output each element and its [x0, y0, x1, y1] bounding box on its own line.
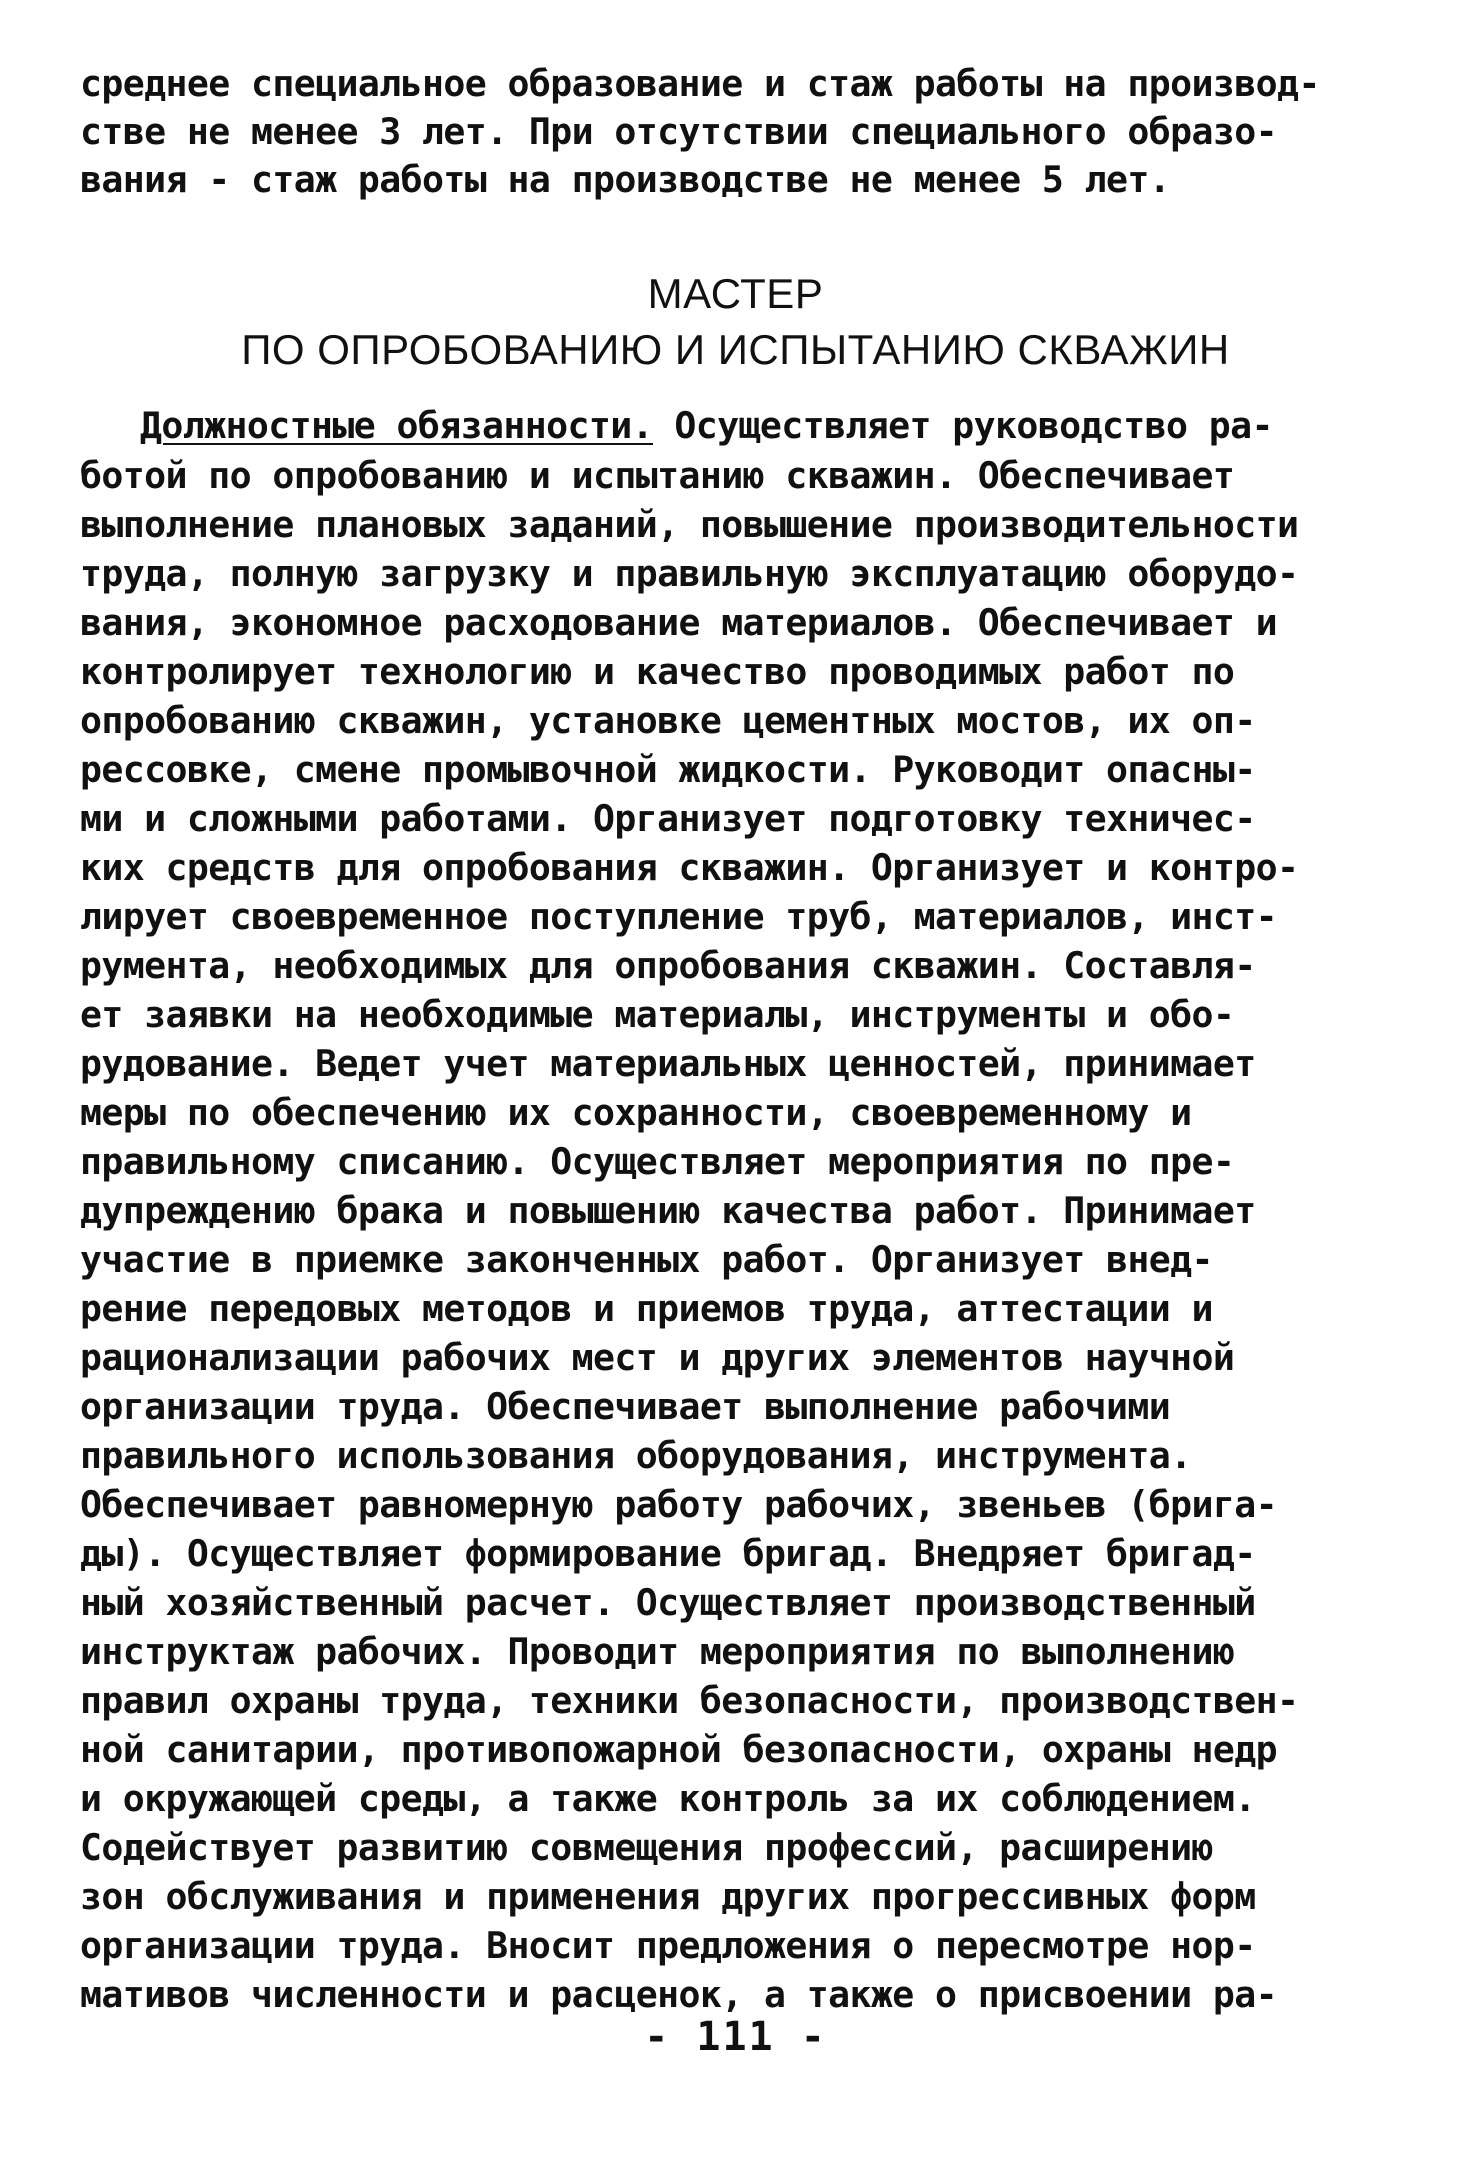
section-subtitle: ПО ОПРОБОВАНИЮ И ИСПЫТАНИЮ СКВАЖИН: [241, 326, 1230, 373]
duties-line: ный хозяйственный расчет. Осуществляет производственный: [80, 1581, 1256, 1624]
duties-first-line: [140, 402, 1410, 450]
duties-line: вания, экономное расходование материалов. Обеспечивает и: [80, 601, 1277, 644]
duties-line: ми и сложными работами. Организует подготовку техничес-: [80, 797, 1256, 840]
duties-line: опробованию скважин, установке цементных мостов, их оп-: [80, 699, 1256, 742]
duties-line: контролирует технологию и качество проводимых работ по: [80, 650, 1235, 693]
duties-line: Содействует развитию совмещения профессий, расширению: [80, 1826, 1213, 1869]
duties-line: выполнение плановых заданий, повышение производительности: [80, 503, 1299, 546]
duties-line: лирует своевременное поступление труб, материалов, инст-: [80, 895, 1277, 938]
duties-line: дупреждению брака и повышению качества работ. Принимает: [80, 1189, 1256, 1232]
duties-line: правильного использования оборудования, инструмента.: [80, 1434, 1192, 1477]
duties-line: зон обслуживания и применения других прогрессивных форм: [80, 1875, 1256, 1918]
duties-line: ды). Осуществляет формирование бригад. Внедряет бригад-: [80, 1532, 1256, 1575]
duties-line: ной санитарии, противопожарной безопасности, охраны недр: [80, 1728, 1277, 1771]
duties-line: рессовке, смене промывочной жидкости. Руководит опасны-: [80, 748, 1256, 791]
duties-line: рение передовых методов и приемов труда, аттестации и: [80, 1287, 1213, 1330]
duties-line: меры по обеспечению их сохранности, своевременному и: [80, 1091, 1192, 1134]
section-title: МАСТЕР: [647, 270, 824, 317]
page-number: - 111 -: [644, 2014, 827, 2060]
duties-line: правил охраны труда, техники безопасности, производствен-: [80, 1679, 1299, 1722]
duties-line: рационализации рабочих мест и других элементов научной: [80, 1336, 1235, 1379]
duties-label: Должностные обязанности.: [140, 404, 653, 447]
duties-line: и окружающей среды, а также контроль за их соблюдением.: [80, 1777, 1256, 1820]
duties-first-line-text: Осуществляет руководство ра-: [653, 404, 1273, 447]
duties-line: ботой по опробованию и испытанию скважин. Обеспечивает: [80, 454, 1235, 497]
duties-line: инструктаж рабочих. Проводит мероприятия по выполнению: [80, 1630, 1235, 1673]
duties-line: Обеспечивает равномерную работу рабочих, звеньев (брига-: [80, 1483, 1277, 1526]
intro-line-2: стве не менее 3 лет. При отсутствии специального образо-: [80, 110, 1277, 153]
intro-line-1: среднее специальное образование и стаж работы на производ-: [80, 62, 1320, 105]
duties-line: ких средств для опробования скважин. Организует и контро-: [80, 846, 1299, 889]
duties-line: правильному списанию. Осуществляет мероприятия по пре-: [80, 1140, 1235, 1183]
duties-line: участие в приемке законченных работ. Организует внед-: [80, 1238, 1213, 1281]
duties-line: организации труда. Обеспечивает выполнение рабочими: [80, 1385, 1171, 1428]
intro-line-3: вания - стаж работы на производстве не менее 5 лет.: [80, 158, 1171, 201]
duties-line: румента, необходимых для опробования скважин. Составля-: [80, 944, 1256, 987]
duties-line: рудование. Ведет учет материальных ценностей, принимает: [80, 1042, 1256, 1085]
duties-line: организации труда. Вносит предложения о пересмотре нор-: [80, 1924, 1256, 1967]
duties-line: ет заявки на необходимые материалы, инструменты и обо-: [80, 993, 1235, 1036]
duties-line: мативов численности и расценок, а также о присвоении ра-: [80, 1973, 1277, 2016]
duties-line: труда, полную загрузку и правильную эксплуатацию оборудо-: [80, 552, 1299, 595]
